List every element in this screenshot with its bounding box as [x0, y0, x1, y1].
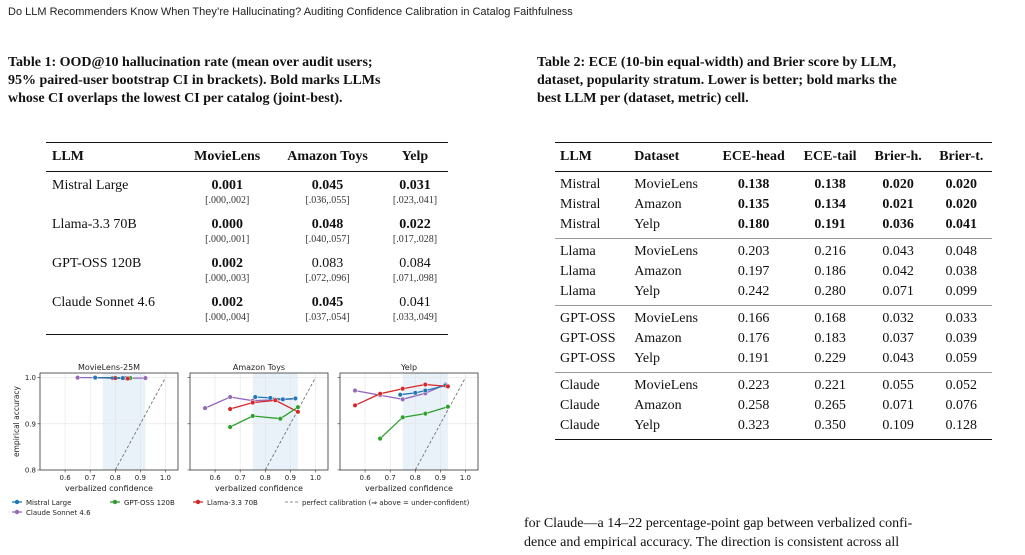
panel-title: MovieLens-25M — [77, 363, 141, 372]
data-point — [398, 392, 403, 397]
data-point — [446, 384, 451, 389]
x-tick-label: 0.9 — [134, 474, 146, 482]
value-cell: 0.042 — [882, 264, 914, 279]
dataset-cell: Yelp — [634, 217, 660, 232]
value-cell: 0.191 — [737, 351, 770, 366]
data-point — [423, 411, 428, 416]
value-cell: 0.020 — [945, 197, 978, 212]
data-point — [250, 414, 255, 419]
value-cell: 0.350 — [814, 418, 846, 433]
panel-title: Yelp — [400, 363, 418, 372]
value-cell: 0.045 — [311, 295, 344, 310]
llm-cell: Mistral — [560, 197, 601, 212]
legend-marker — [15, 510, 19, 514]
data-point — [121, 376, 126, 381]
data-point — [413, 391, 418, 396]
x-tick-label: 0.6 — [359, 474, 371, 482]
table-row — [555, 215, 992, 239]
ci-row — [46, 234, 448, 250]
value-cell: 0.242 — [737, 284, 770, 299]
value-cell: 0.043 — [882, 351, 914, 366]
dataset-cell: Yelp — [634, 418, 660, 433]
legend-marker — [113, 500, 117, 504]
value-cell: 0.197 — [737, 264, 770, 279]
data-point — [273, 398, 278, 403]
table-row — [555, 239, 992, 263]
value-cell: 0.186 — [814, 264, 846, 279]
confidence-band — [103, 373, 146, 470]
table-row — [555, 349, 992, 373]
value-cell: 0.038 — [945, 264, 978, 279]
data-point — [228, 425, 233, 430]
table-row — [555, 282, 992, 306]
value-cell: 0.258 — [737, 398, 770, 413]
column-header: Dataset — [629, 143, 713, 172]
column-header: ECE-tail — [795, 143, 866, 172]
paragraph-line: for Claude—a 14–22 percentage-point gap between verbalized confi- — [524, 516, 913, 531]
data-point — [126, 376, 131, 381]
ci-cell: [.037,.054] — [305, 312, 350, 323]
x-tick-label: 1.0 — [459, 474, 472, 482]
ci-cell: [.072,.096] — [305, 273, 350, 284]
running-header: Do LLM Recommenders Know When They’re Hallucinating? Auditing Confidence Calibration in Catalog Faithfulness — [8, 6, 573, 18]
llm-cell: Claude — [560, 418, 600, 433]
confidence-band — [253, 373, 298, 470]
data-point — [268, 396, 273, 401]
value-cell: 0.059 — [945, 351, 978, 366]
column-header: Yelp — [382, 143, 448, 172]
value-cell: 0.265 — [814, 398, 846, 413]
table1 — [46, 142, 448, 335]
x-tick-label: 0.9 — [434, 474, 446, 482]
table1-caption — [8, 54, 380, 108]
value-cell: 0.041 — [399, 295, 431, 310]
data-point — [446, 404, 451, 409]
data-point — [400, 397, 405, 402]
value-cell: 0.048 — [311, 217, 344, 232]
x-tick-label: 1.0 — [309, 474, 322, 482]
table2 — [555, 142, 992, 440]
dataset-cell: MovieLens — [629, 239, 713, 263]
ci-row — [46, 273, 448, 289]
y-axis-label: empirical accuracy — [12, 386, 21, 457]
table-row — [555, 195, 992, 215]
value-cell: 0.135 — [737, 197, 770, 212]
data-point — [353, 403, 358, 408]
data-point — [378, 391, 383, 396]
column-header: MovieLens — [181, 143, 273, 172]
value-cell: 0.183 — [814, 331, 846, 346]
value-cell: 0.203 — [713, 239, 795, 263]
caption-line: Table 1: OOD@10 hallucination rate (mean over audit users; — [8, 55, 373, 70]
value-cell: 0.216 — [795, 239, 866, 263]
ci-cell: [.000,.003] — [205, 273, 250, 284]
caption-line: Table 2: ECE (10-bin equal-width) and Brier score by LLM, — [537, 55, 897, 70]
ci-cell: [.071,.098] — [392, 273, 438, 284]
data-point — [143, 376, 148, 381]
data-point — [378, 436, 383, 441]
value-cell: 0.138 — [814, 177, 846, 192]
legend-label: perfect calibration (⇒ above = under-confident) — [302, 499, 470, 507]
x-tick-label: 0.7 — [384, 474, 396, 482]
table-row — [555, 306, 992, 330]
value-cell: 0.055 — [866, 373, 931, 397]
value-cell: 0.166 — [713, 306, 795, 330]
legend-label: Mistral Large — [26, 499, 72, 507]
value-cell: 0.020 — [882, 177, 914, 192]
data-point — [353, 388, 358, 393]
data-point — [296, 410, 301, 415]
table-row — [555, 416, 992, 440]
x-axis-label: verbalized confidence — [215, 484, 303, 493]
ci-cell: [.000,.001] — [205, 234, 250, 245]
data-point — [400, 415, 405, 420]
value-cell: 0.000 — [211, 217, 243, 232]
paragraph-line: dence and empirical accuracy. The direction is consistent across all — [524, 535, 900, 550]
llm-cell: GPT-OSS — [560, 331, 616, 346]
calibration-figure — [0, 362, 500, 552]
value-cell: 0.022 — [399, 217, 431, 232]
dataset-cell: MovieLens — [634, 177, 698, 192]
llm-cell: Claude — [555, 373, 629, 397]
ci-cell: [.036,.055] — [305, 195, 350, 206]
ci-cell: [.040,.057] — [305, 234, 350, 245]
value-cell: 0.176 — [737, 331, 770, 346]
value-cell: 0.134 — [814, 197, 846, 212]
data-point — [400, 386, 405, 391]
dataset-cell: Amazon — [634, 331, 682, 346]
table-row — [46, 211, 448, 234]
body-paragraph — [524, 514, 912, 552]
value-cell: 0.039 — [945, 331, 978, 346]
dataset-cell: Yelp — [634, 351, 660, 366]
column-header: LLM — [46, 143, 181, 172]
llm-cell: Mistral — [560, 217, 601, 232]
y-tick-label: 0.9 — [24, 420, 36, 429]
value-cell: 0.036 — [882, 217, 914, 232]
value-cell: 0.071 — [882, 284, 914, 299]
column-header: Brier-t. — [931, 143, 992, 172]
value-cell: 0.076 — [945, 398, 978, 413]
dataset-cell: MovieLens — [629, 373, 713, 397]
caption-line: dataset, popularity stratum. Lower is better; bold marks the — [537, 73, 897, 88]
caption-line: 95% paired-user bootstrap CI in brackets). Bold marks LLMs — [8, 73, 381, 88]
value-cell: 0.001 — [211, 178, 243, 193]
panel-title: Amazon Toys — [232, 363, 286, 372]
legend-marker — [196, 500, 200, 504]
x-tick-label: 0.6 — [59, 474, 71, 482]
llm-cell: Llama — [560, 284, 596, 299]
value-cell: 0.033 — [931, 306, 992, 330]
ci-cell: [.033,.049] — [392, 312, 438, 323]
table-row — [555, 262, 992, 282]
llm-cell: Mistral Large — [52, 178, 129, 193]
data-point — [228, 395, 233, 400]
dataset-cell: Yelp — [634, 284, 660, 299]
column-header: Brier-h. — [866, 143, 931, 172]
dataset-cell: Amazon — [634, 398, 682, 413]
value-cell: 0.229 — [814, 351, 846, 366]
data-point — [296, 405, 301, 410]
x-tick-label: 0.9 — [284, 474, 296, 482]
value-cell: 0.138 — [737, 177, 770, 192]
llm-cell: Mistral — [560, 177, 601, 192]
table-row — [46, 250, 448, 273]
x-tick-label: 0.8 — [409, 474, 421, 482]
table-row — [555, 373, 992, 397]
value-cell: 0.084 — [399, 256, 431, 271]
value-cell: 0.168 — [795, 306, 866, 330]
column-header: ECE-head — [713, 143, 795, 172]
llm-cell: Llama-3.3 70B — [52, 217, 137, 232]
y-tick-label: 0.8 — [24, 466, 36, 475]
value-cell: 0.083 — [311, 256, 344, 271]
value-cell: 0.020 — [945, 177, 978, 192]
table-row — [555, 172, 992, 196]
value-cell: 0.037 — [882, 331, 914, 346]
table-row — [46, 172, 448, 196]
ci-row — [46, 195, 448, 211]
value-cell: 0.280 — [814, 284, 846, 299]
x-tick-label: 0.8 — [109, 474, 121, 482]
ci-cell: [.023,.041] — [392, 195, 438, 206]
llm-cell: GPT-OSS — [555, 306, 629, 330]
llm-cell: GPT-OSS 120B — [52, 256, 142, 271]
value-cell: 0.043 — [866, 239, 931, 263]
value-cell: 0.223 — [713, 373, 795, 397]
table-row — [555, 329, 992, 349]
data-point — [423, 382, 428, 387]
llm-cell: Claude Sonnet 4.6 — [52, 295, 156, 310]
llm-cell: Llama — [560, 264, 596, 279]
column-header: LLM — [555, 143, 629, 172]
value-cell: 0.048 — [931, 239, 992, 263]
llm-cell: GPT-OSS — [560, 351, 616, 366]
value-cell: 0.002 — [211, 295, 243, 310]
value-cell: 0.002 — [211, 256, 243, 271]
dataset-cell: Amazon — [634, 264, 682, 279]
data-point — [93, 375, 98, 380]
table1-header-row — [46, 143, 448, 172]
legend-marker — [15, 500, 19, 504]
data-point — [75, 375, 80, 380]
series-line — [95, 378, 123, 379]
dataset-cell: MovieLens — [629, 306, 713, 330]
data-point — [253, 395, 258, 400]
llm-cell: Claude — [560, 398, 600, 413]
ci-row — [46, 312, 448, 335]
value-cell: 0.045 — [311, 178, 344, 193]
data-point — [293, 396, 298, 401]
table2-header-row — [555, 143, 992, 172]
legend-label: Claude Sonnet 4.6 — [26, 509, 91, 517]
value-cell: 0.031 — [399, 178, 431, 193]
value-cell: 0.041 — [945, 217, 978, 232]
x-tick-label: 1.0 — [159, 474, 172, 482]
data-point — [250, 400, 255, 405]
data-point — [203, 406, 208, 411]
table2-caption — [537, 54, 897, 108]
value-cell: 0.021 — [882, 197, 914, 212]
data-point — [281, 397, 286, 402]
x-tick-label: 0.7 — [234, 474, 246, 482]
data-point — [278, 416, 283, 421]
value-cell: 0.052 — [931, 373, 992, 397]
x-tick-label: 0.8 — [259, 474, 271, 482]
x-tick-label: 0.7 — [84, 474, 96, 482]
y-tick-label: 1.0 — [24, 374, 36, 383]
legend-label: GPT-OSS 120B — [124, 499, 175, 507]
value-cell: 0.191 — [814, 217, 846, 232]
column-header: Amazon Toys — [273, 143, 382, 172]
value-cell: 0.099 — [945, 284, 978, 299]
ci-cell: [.017,.028] — [392, 234, 438, 245]
table-row — [46, 289, 448, 312]
value-cell: 0.128 — [945, 418, 978, 433]
value-cell: 0.221 — [795, 373, 866, 397]
ci-cell: [.000,.004] — [205, 312, 250, 323]
value-cell: 0.071 — [882, 398, 914, 413]
dataset-cell: Amazon — [634, 197, 682, 212]
data-point — [423, 388, 428, 393]
value-cell: 0.109 — [882, 418, 914, 433]
caption-line: whose CI overlaps the lowest CI per catalog (joint-best). — [8, 91, 343, 106]
ci-cell: [.000,.002] — [205, 195, 250, 206]
data-point — [228, 407, 233, 412]
value-cell: 0.032 — [866, 306, 931, 330]
caption-line: best LLM per (dataset, metric) cell. — [537, 91, 749, 106]
x-axis-label: verbalized confidence — [365, 484, 453, 493]
table-row — [555, 396, 992, 416]
x-axis-label: verbalized confidence — [65, 484, 153, 493]
value-cell: 0.323 — [737, 418, 770, 433]
legend-label: Llama-3.3 70B — [207, 499, 258, 507]
value-cell: 0.180 — [737, 217, 770, 232]
x-tick-label: 0.6 — [209, 474, 221, 482]
llm-cell: Llama — [555, 239, 629, 263]
